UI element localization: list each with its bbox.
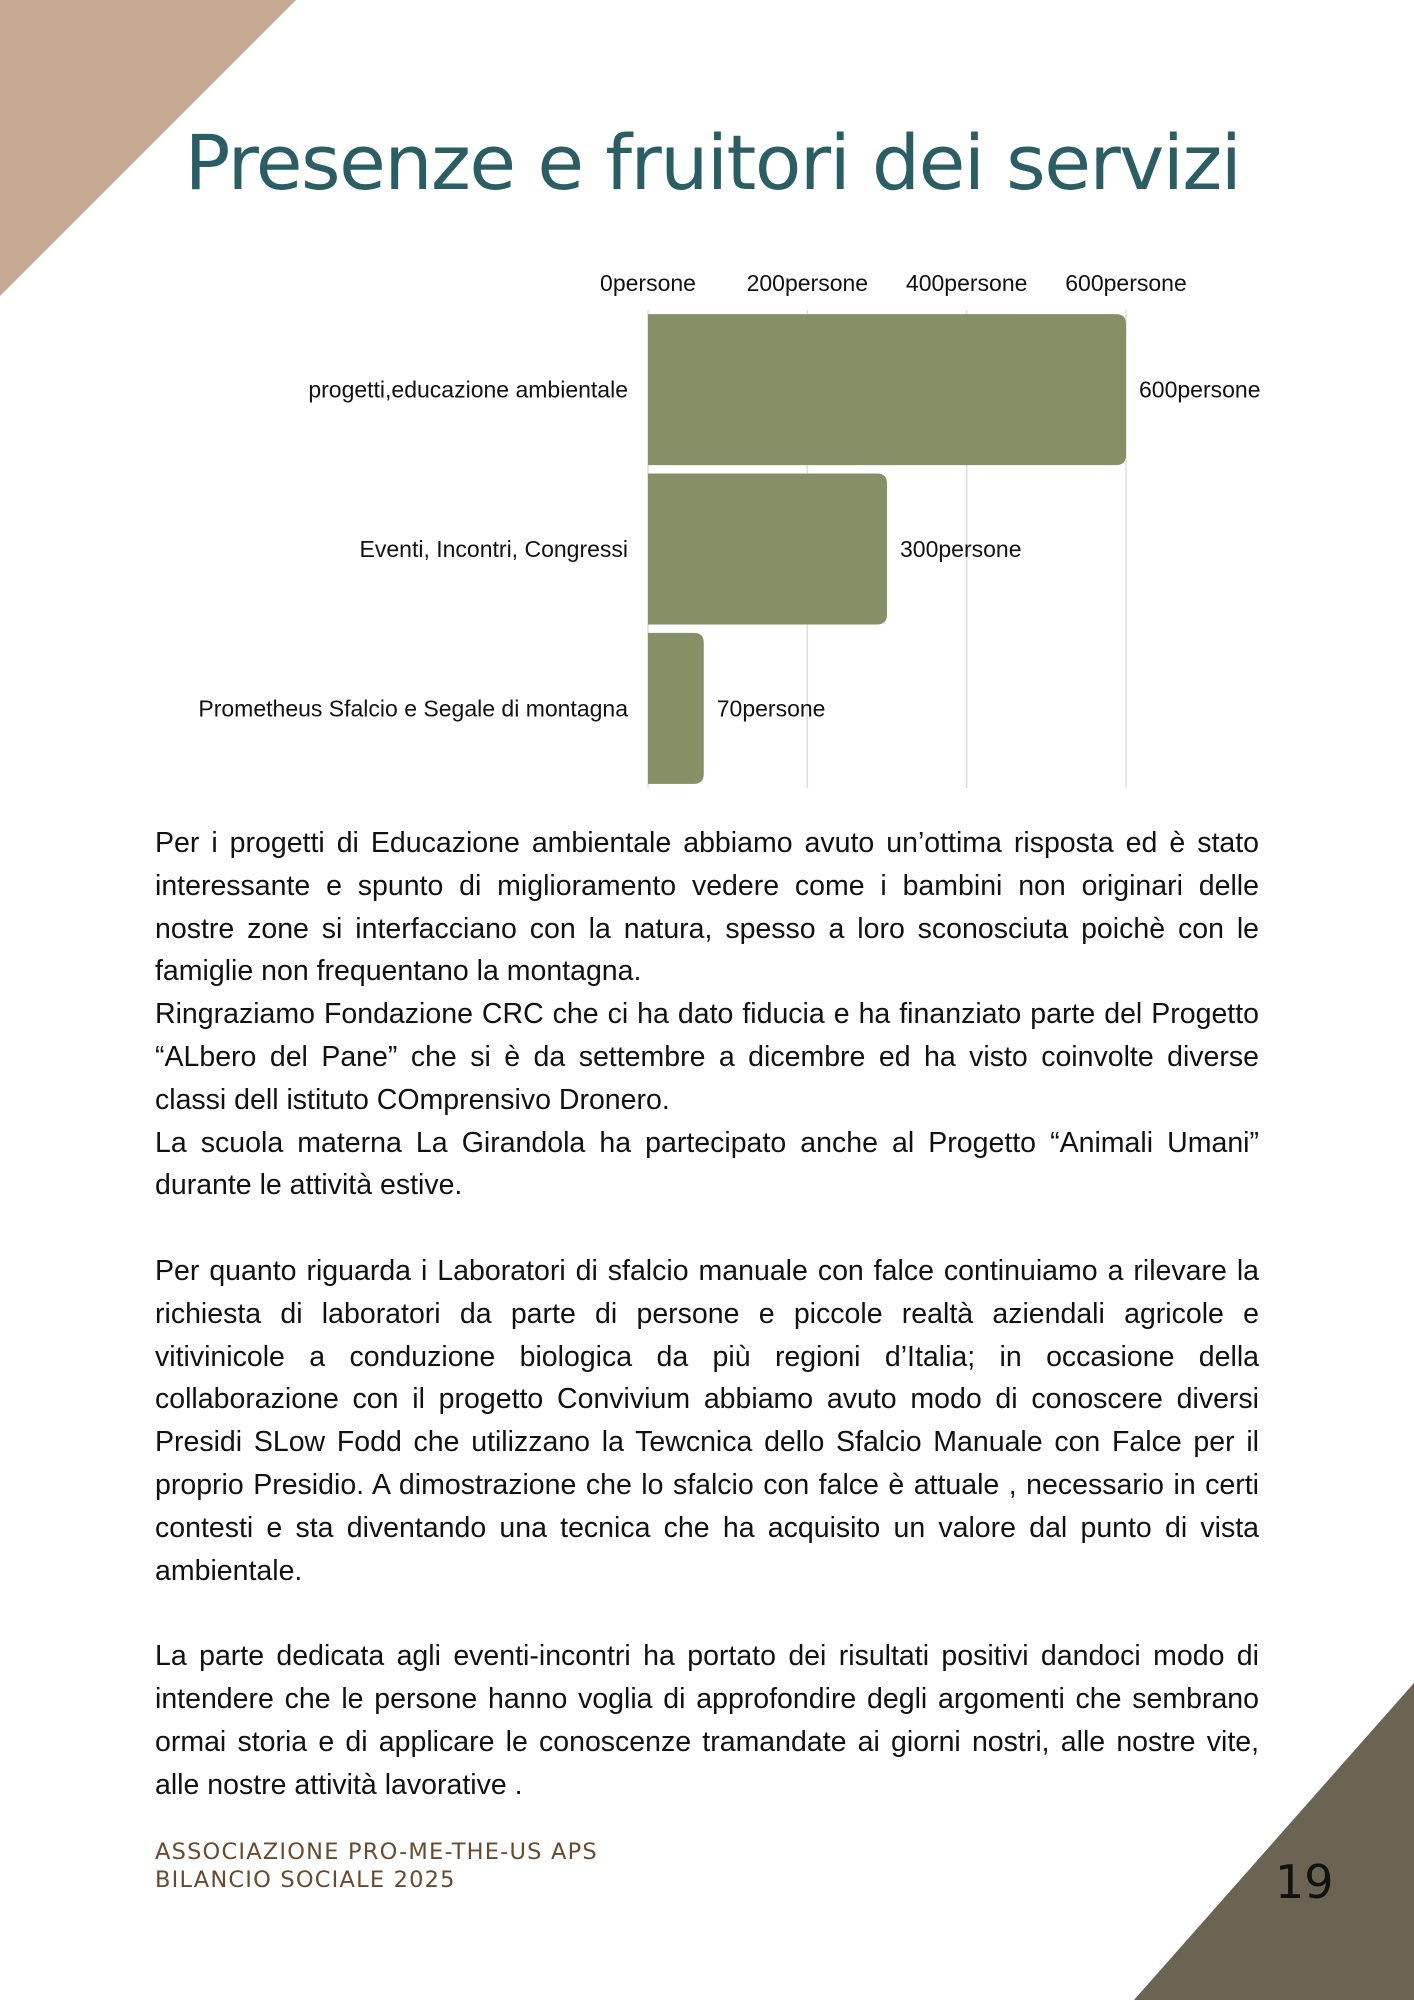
paragraph-spacer — [155, 1592, 1259, 1635]
paragraph-laboratori-sfalcio: Per quanto riguarda i Laboratori di sfalcio manuale con falce continuiamo a rilevare la richiesta di laboratori da parte di persone e piccole realtà aziendali agricole e vitivinicole a conduzione biologica da più regioni d’Italia; in occasione della collaborazione con il progetto Convivium abbiamo avuto modo di conoscere diversi Presidi SLow Fodd che utilizzano la Tewcnica dello Sfalcio Manuale con Falce per il proprio Presidio. A dimostrazione che lo sfalcio con falce è attuale , necessario in certi contesti e sta diventando una tecnica che ha acquisito un valore dal punto di vista ambientale. — [155, 1254, 1259, 1587]
paragraph-educazione-ambientale: Per i progetti di Educazione ambientale abbiamo avuto un’ottima risposta ed è stato interessante e spunto di miglioramento vedere come i bambini non originari delle nostre zone si interfacciano con la natura, spesso a loro sconosciuta poichè con le famiglie non frequentano la montagna. — [155, 827, 1259, 988]
paragraph-scuola-materna: La scuola materna La Girandola ha partecipato anche al Progetto “Animali Umani” durante le attività estive. — [155, 1126, 1259, 1202]
bar — [648, 474, 887, 625]
x-tick-label: 600persone — [1065, 270, 1187, 296]
value-label: 70persone — [716, 695, 826, 722]
category-label: progetti,educazione ambientale — [308, 376, 628, 403]
value-label: 600persone — [1139, 376, 1261, 403]
chart-x-axis-ticks — [600, 270, 1187, 296]
value-label: 300persone — [900, 536, 1022, 562]
page-number: 19 — [1275, 1855, 1334, 1909]
x-tick-label: 0persone — [600, 270, 696, 296]
paragraph-spacer — [155, 1207, 1259, 1250]
chart-category-labels — [198, 377, 628, 722]
footer-org-name: ASSOCIAZIONE PRO-ME-THE-US APS — [155, 1839, 598, 1865]
bar-chart — [0, 255, 1414, 795]
x-tick-label: 400persone — [905, 270, 1028, 296]
footer-report-title: BILANCIO SOCIALE 2025 — [155, 1867, 456, 1893]
paragraph-fondazione-crc: Ringraziamo Fondazione CRC che ci ha dato fiducia e ha finanziato parte del Progetto “ALbero del Pane” che si è da settembre a dicembre ed ha visto coinvolte diverse classi dell istituto COmprensivo Dronero. — [155, 998, 1259, 1116]
body-text — [155, 822, 1259, 1806]
page-title: Presenze e fruitori dei servizi — [184, 118, 1241, 207]
bar — [648, 314, 1126, 465]
category-label: Eventi, Incontri, Congressi — [359, 536, 628, 562]
bar — [648, 633, 704, 784]
category-label: Prometheus Sfalcio e Segale di montagna — [198, 695, 628, 722]
paragraph-eventi-incontri: La parte dedicata agli eventi-incontri ha portato dei risultati positivi dandoci modo di intendere che le persone hanno voglia di approfondire degli argomenti che sembrano ormai storia e di applicare le conoscenze tramandate ai giorni nostri, alle nostre vite, alle nostre attività lavorative . — [155, 1640, 1259, 1801]
footer-organization — [155, 1838, 598, 1894]
x-tick-label: 200persone — [746, 270, 869, 296]
